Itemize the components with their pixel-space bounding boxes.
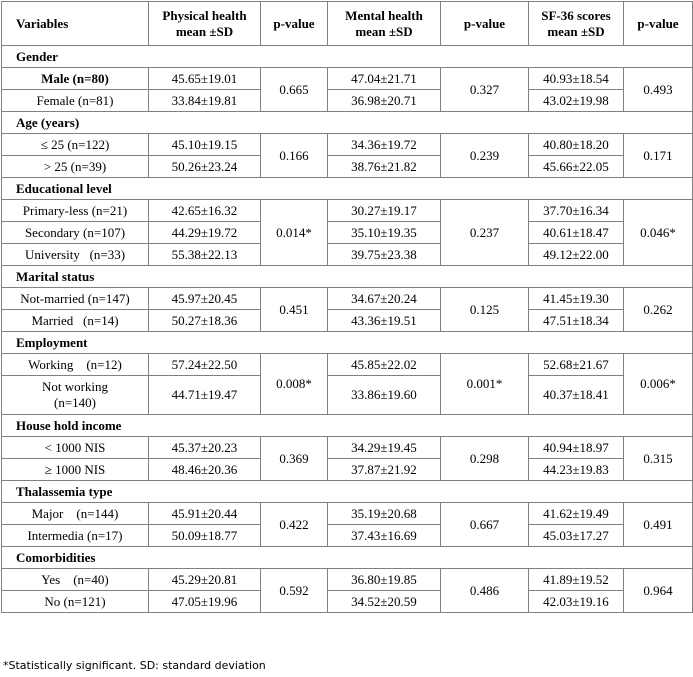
- section-row: [2, 547, 693, 569]
- table-body: [2, 46, 693, 613]
- header-physical-health: Physical health mean ±SD: [149, 2, 261, 46]
- header-p-value: p-value: [441, 2, 529, 46]
- mental-health-value: 39.75±23.38: [328, 244, 441, 266]
- sf36-score-value: 41.45±19.30: [529, 288, 624, 310]
- row-label: ≤ 25 (n=122): [2, 134, 149, 156]
- p-value-physical: 0.014*: [261, 200, 328, 266]
- sf36-score-value: 40.93±18.54: [529, 68, 624, 90]
- physical-health-value: 50.26±23.24: [149, 156, 261, 178]
- row-label: Working (n=12): [2, 354, 149, 376]
- p-value-physical: 0.451: [261, 288, 328, 332]
- sf36-score-value: 40.80±18.20: [529, 134, 624, 156]
- section-title: Employment: [2, 332, 693, 354]
- sf36-score-value: 40.37±18.41: [529, 376, 624, 415]
- sf36-score-value: 49.12±22.00: [529, 244, 624, 266]
- sf36-score-value: 44.23±19.83: [529, 459, 624, 481]
- p-value-mental: 0.001*: [441, 354, 529, 415]
- section-title: Marital status: [2, 266, 693, 288]
- physical-health-value: 47.05±19.96: [149, 591, 261, 613]
- p-value-sf36: 0.046*: [624, 200, 693, 266]
- p-value-mental: 0.667: [441, 503, 529, 547]
- physical-health-value: 50.27±18.36: [149, 310, 261, 332]
- section-row: [2, 332, 693, 354]
- p-value-sf36: 0.171: [624, 134, 693, 178]
- p-value-sf36: 0.006*: [624, 354, 693, 415]
- sf36-score-value: 45.66±22.05: [529, 156, 624, 178]
- table-row: [2, 525, 693, 547]
- header-variables: Variables: [2, 2, 149, 46]
- section-title: Educational level: [2, 178, 693, 200]
- mental-health-value: 34.29±19.45: [328, 437, 441, 459]
- row-label: Major (n=144): [2, 503, 149, 525]
- physical-health-value: 45.91±20.44: [149, 503, 261, 525]
- table-row: [2, 156, 693, 178]
- mental-health-value: 30.27±19.17: [328, 200, 441, 222]
- sf36-score-value: 40.94±18.97: [529, 437, 624, 459]
- section-row: [2, 266, 693, 288]
- p-value-mental: 0.486: [441, 569, 529, 613]
- physical-health-value: 45.37±20.23: [149, 437, 261, 459]
- table-row: [2, 503, 693, 525]
- table-row: [2, 437, 693, 459]
- p-value-physical: 0.008*: [261, 354, 328, 415]
- section-title: House hold income: [2, 415, 693, 437]
- table-row: [2, 591, 693, 613]
- physical-health-value: 42.65±16.32: [149, 200, 261, 222]
- section-row: [2, 178, 693, 200]
- section-row: [2, 46, 693, 68]
- p-value-physical: 0.422: [261, 503, 328, 547]
- p-value-mental: 0.125: [441, 288, 529, 332]
- p-value-physical: 0.592: [261, 569, 328, 613]
- row-label: > 25 (n=39): [2, 156, 149, 178]
- table-row: [2, 376, 693, 415]
- row-label: Intermedia (n=17): [2, 525, 149, 547]
- row-label: Secondary (n=107): [2, 222, 149, 244]
- p-value-mental: 0.327: [441, 68, 529, 112]
- row-label: No (n=121): [2, 591, 149, 613]
- sf36-score-value: 52.68±21.67: [529, 354, 624, 376]
- row-label: ≥ 1000 NIS: [2, 459, 149, 481]
- sf36-score-value: 37.70±16.34: [529, 200, 624, 222]
- p-value-physical: 0.665: [261, 68, 328, 112]
- table-row: [2, 200, 693, 222]
- sf36-score-value: 47.51±18.34: [529, 310, 624, 332]
- p-value-mental: 0.237: [441, 200, 529, 266]
- row-label: Primary-less (n=21): [2, 200, 149, 222]
- row-label: University (n=33): [2, 244, 149, 266]
- mental-health-value: 34.52±20.59: [328, 591, 441, 613]
- mental-health-value: 34.67±20.24: [328, 288, 441, 310]
- p-value-sf36: 0.262: [624, 288, 693, 332]
- section-row: [2, 481, 693, 503]
- physical-health-value: 45.29±20.81: [149, 569, 261, 591]
- physical-health-value: 55.38±22.13: [149, 244, 261, 266]
- mental-health-value: 38.76±21.82: [328, 156, 441, 178]
- results-table: [1, 1, 693, 613]
- section-row: [2, 112, 693, 134]
- mental-health-value: 35.10±19.35: [328, 222, 441, 244]
- row-label: Male (n=80): [2, 68, 149, 90]
- physical-health-value: 45.97±20.45: [149, 288, 261, 310]
- section-row: [2, 415, 693, 437]
- row-label: Female (n=81): [2, 90, 149, 112]
- header-sf36-scores: SF-36 scores mean ±SD: [529, 2, 624, 46]
- sf36-score-value: 41.62±19.49: [529, 503, 624, 525]
- physical-health-value: 33.84±19.81: [149, 90, 261, 112]
- p-value-mental: 0.239: [441, 134, 529, 178]
- mental-health-value: 37.43±16.69: [328, 525, 441, 547]
- mental-health-value: 36.80±19.85: [328, 569, 441, 591]
- mental-health-value: 47.04±21.71: [328, 68, 441, 90]
- row-label: Yes (n=40): [2, 569, 149, 591]
- table-row: [2, 354, 693, 376]
- header-mental-health: Mental health mean ±SD: [328, 2, 441, 46]
- sf36-score-value: 42.03±19.16: [529, 591, 624, 613]
- table-row: [2, 68, 693, 90]
- physical-health-value: 50.09±18.77: [149, 525, 261, 547]
- p-value-sf36: 0.964: [624, 569, 693, 613]
- mental-health-value: 34.36±19.72: [328, 134, 441, 156]
- row-label: Not-married (n=147): [2, 288, 149, 310]
- footnote: *Statistically significant. SD: standard deviation: [3, 659, 266, 672]
- mental-health-value: 35.19±20.68: [328, 503, 441, 525]
- mental-health-value: 45.85±22.02: [328, 354, 441, 376]
- table-row: [2, 244, 693, 266]
- p-value-physical: 0.166: [261, 134, 328, 178]
- sf36-score-value: 45.03±17.27: [529, 525, 624, 547]
- table-row: [2, 569, 693, 591]
- physical-health-value: 57.24±22.50: [149, 354, 261, 376]
- table-row: [2, 90, 693, 112]
- sf36-score-value: 40.61±18.47: [529, 222, 624, 244]
- header-p-value: p-value: [261, 2, 328, 46]
- p-value-physical: 0.369: [261, 437, 328, 481]
- row-label: Not working (n=140): [2, 376, 149, 415]
- physical-health-value: 45.65±19.01: [149, 68, 261, 90]
- section-title: Comorbidities: [2, 547, 693, 569]
- row-label: Married (n=14): [2, 310, 149, 332]
- header-row: [2, 2, 693, 46]
- sf36-score-value: 41.89±19.52: [529, 569, 624, 591]
- section-title: Gender: [2, 46, 693, 68]
- header-p-value: p-value: [624, 2, 693, 46]
- section-title: Age (years): [2, 112, 693, 134]
- table-row: [2, 134, 693, 156]
- p-value-sf36: 0.315: [624, 437, 693, 481]
- mental-health-value: 37.87±21.92: [328, 459, 441, 481]
- p-value-sf36: 0.491: [624, 503, 693, 547]
- table-row: [2, 310, 693, 332]
- p-value-sf36: 0.493: [624, 68, 693, 112]
- physical-health-value: 48.46±20.36: [149, 459, 261, 481]
- mental-health-value: 36.98±20.71: [328, 90, 441, 112]
- p-value-mental: 0.298: [441, 437, 529, 481]
- section-title: Thalassemia type: [2, 481, 693, 503]
- table-row: [2, 288, 693, 310]
- physical-health-value: 45.10±19.15: [149, 134, 261, 156]
- mental-health-value: 33.86±19.60: [328, 376, 441, 415]
- physical-health-value: 44.29±19.72: [149, 222, 261, 244]
- mental-health-value: 43.36±19.51: [328, 310, 441, 332]
- table-row: [2, 459, 693, 481]
- sf36-score-value: 43.02±19.98: [529, 90, 624, 112]
- table-row: [2, 222, 693, 244]
- row-label: < 1000 NIS: [2, 437, 149, 459]
- physical-health-value: 44.71±19.47: [149, 376, 261, 415]
